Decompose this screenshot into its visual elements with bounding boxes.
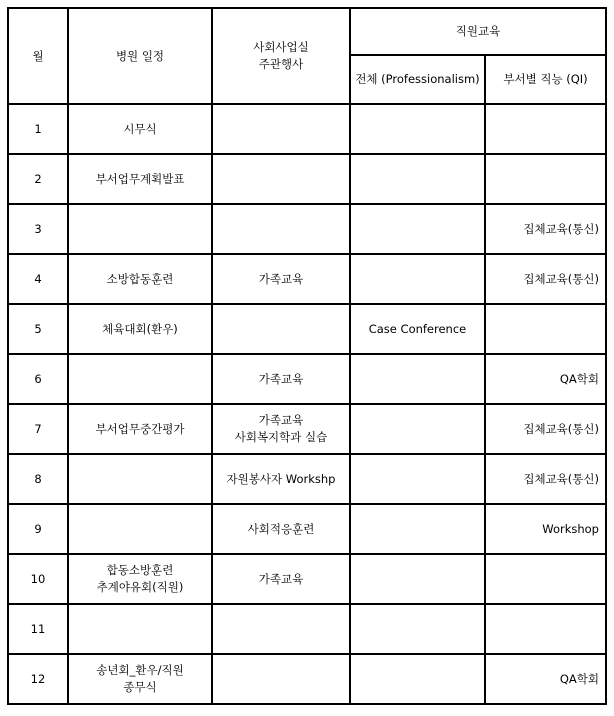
social-cell — [212, 354, 350, 404]
dept-cell: Workshop — [485, 504, 606, 554]
table-row — [8, 354, 606, 404]
all-cell — [350, 154, 485, 204]
social-line: 가족교육 — [258, 271, 304, 286]
hospital-cell — [68, 104, 212, 154]
header-staff-education: 직원교육 — [350, 8, 606, 55]
hospital-line: 소방합동훈련 — [106, 271, 174, 286]
table-row — [8, 404, 606, 454]
all-cell — [350, 254, 485, 304]
header-hospital-schedule: 병원 일정 — [68, 8, 212, 104]
hospital-cell — [68, 254, 212, 304]
month-cell: 8 — [8, 454, 68, 504]
header-social-line1: 사회사업실 — [253, 40, 309, 54]
social-cell — [212, 404, 350, 454]
month-cell: 6 — [8, 354, 68, 404]
header-social-events — [212, 8, 350, 104]
table-row — [8, 504, 606, 554]
header-row-1 — [8, 8, 606, 55]
month-cell: 9 — [8, 504, 68, 554]
all-cell — [350, 354, 485, 404]
dept-cell: 집체교육(통신) — [485, 254, 606, 304]
all-cell — [350, 504, 485, 554]
month-cell: 11 — [8, 604, 68, 654]
month-cell: 5 — [8, 304, 68, 354]
hospital-line: 추계야유회(직원) — [96, 580, 184, 594]
social-cell — [212, 104, 350, 154]
month-cell: 1 — [8, 104, 68, 154]
month-cell: 10 — [8, 554, 68, 604]
month-cell: 2 — [8, 154, 68, 204]
social-line: 사회적응훈련 — [247, 521, 315, 536]
social-cell — [212, 204, 350, 254]
dept-cell — [485, 304, 606, 354]
header-social-line2: 주관행사 — [258, 57, 304, 71]
hospital-cell — [68, 304, 212, 354]
hospital-cell — [68, 504, 212, 554]
table-row — [8, 104, 606, 154]
dept-cell: QA학회 — [485, 354, 606, 404]
all-cell — [350, 204, 485, 254]
all-cell: Case Conference — [350, 304, 485, 354]
hospital-cell — [68, 554, 212, 604]
hospital-line: 부서업무중간평가 — [95, 421, 185, 436]
hospital-cell — [68, 604, 212, 654]
hospital-cell — [68, 204, 212, 254]
dept-cell: 집체교육(통신) — [485, 404, 606, 454]
social-cell — [212, 304, 350, 354]
hospital-line: 체육대회(환우) — [102, 321, 178, 336]
schedule-body — [8, 104, 606, 704]
table-row — [8, 554, 606, 604]
hospital-cell — [68, 354, 212, 404]
hospital-cell — [68, 654, 212, 704]
dept-cell — [485, 104, 606, 154]
hospital-line: 부서업무계획발표 — [95, 171, 185, 186]
month-cell: 3 — [8, 204, 68, 254]
all-cell — [350, 604, 485, 654]
table-row — [8, 254, 606, 304]
social-cell — [212, 604, 350, 654]
social-cell — [212, 254, 350, 304]
header-month: 월 — [8, 8, 68, 104]
social-line: 사회복지학과 실습 — [234, 430, 328, 444]
table-row — [8, 454, 606, 504]
social-line: 가족교육 — [258, 413, 304, 427]
all-cell — [350, 654, 485, 704]
hospital-cell — [68, 454, 212, 504]
month-cell: 4 — [8, 254, 68, 304]
month-cell: 12 — [8, 654, 68, 704]
table-row — [8, 154, 606, 204]
all-cell — [350, 454, 485, 504]
hospital-line: 합동소방훈련 — [106, 563, 174, 577]
all-cell — [350, 104, 485, 154]
dept-cell: 집체교육(통신) — [485, 454, 606, 504]
table-row — [8, 654, 606, 704]
dept-cell — [485, 604, 606, 654]
social-cell — [212, 154, 350, 204]
hospital-line: 종무식 — [123, 680, 157, 694]
table-row — [8, 604, 606, 654]
hospital-cell — [68, 154, 212, 204]
social-cell — [212, 504, 350, 554]
schedule-table — [7, 7, 607, 705]
hospital-cell — [68, 404, 212, 454]
dept-cell: QA학회 — [485, 654, 606, 704]
dept-cell: 집체교육(통신) — [485, 204, 606, 254]
table-row — [8, 304, 606, 354]
header-dept-qi: 부서별 직능 (QI) — [485, 55, 606, 104]
hospital-line: 송년회_환우/직원 — [96, 663, 184, 677]
social-cell — [212, 454, 350, 504]
social-cell — [212, 654, 350, 704]
all-cell — [350, 404, 485, 454]
dept-cell — [485, 154, 606, 204]
header-all-professionalism: 전체 (Professionalism) — [350, 55, 485, 104]
all-cell — [350, 554, 485, 604]
month-cell: 7 — [8, 404, 68, 454]
hospital-line: 시무식 — [123, 121, 157, 136]
social-cell — [212, 554, 350, 604]
social-line: 가족교육 — [258, 371, 304, 386]
dept-cell — [485, 554, 606, 604]
table-row — [8, 204, 606, 254]
social-line: 가족교육 — [258, 571, 304, 586]
social-line: 자원봉사자 Workshp — [226, 471, 336, 486]
